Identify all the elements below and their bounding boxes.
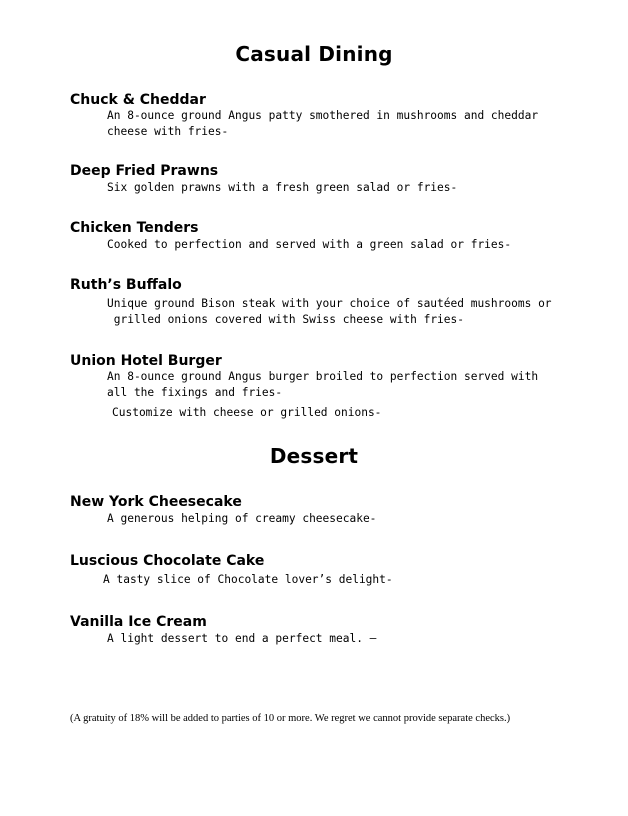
item-name: Chuck & Cheddar	[70, 92, 206, 108]
item-note: Customize with cheese or grilled onions-	[112, 406, 382, 419]
item-name: Luscious Chocolate Cake	[70, 553, 265, 569]
item-description: Six golden prawns with a fresh green salad or fries-	[107, 181, 458, 194]
dessert-heading: Dessert	[269, 444, 359, 468]
item-description: An 8-ounce ground Angus patty smothered in mushrooms and cheddar cheese with fries-	[107, 109, 539, 138]
item-description: Cooked to perfection and served with a green salad or fries-	[107, 238, 512, 251]
item-name: Union Hotel Burger	[70, 353, 222, 369]
item-description: An 8-ounce ground Angus burger broiled to perfection served with all the fixings and fries-	[107, 370, 539, 399]
casual-dining-heading: Casual Dining	[235, 42, 393, 66]
gratuity-footnote: (A gratuity of 18% will be added to parties of 10 or more. We regret we cannot provide separate checks.)	[70, 713, 511, 724]
item-description: A generous helping of creamy cheesecake-	[107, 512, 377, 525]
item-description: A tasty slice of Chocolate lover’s delight-	[103, 573, 393, 586]
item-description: Unique ground Bison steak with your choice of sautéed mushrooms or grilled onions covered with Swiss cheese with fries-	[107, 297, 552, 326]
item-name: Vanilla Ice Cream	[70, 614, 207, 630]
item-name: Deep Fried Prawns	[70, 163, 219, 179]
item-name: New York Cheesecake	[70, 494, 242, 510]
item-description: A light dessert to end a perfect meal. –	[107, 632, 377, 645]
item-name: Chicken Tenders	[70, 220, 199, 236]
item-name: Ruth’s Buffalo	[70, 277, 182, 293]
